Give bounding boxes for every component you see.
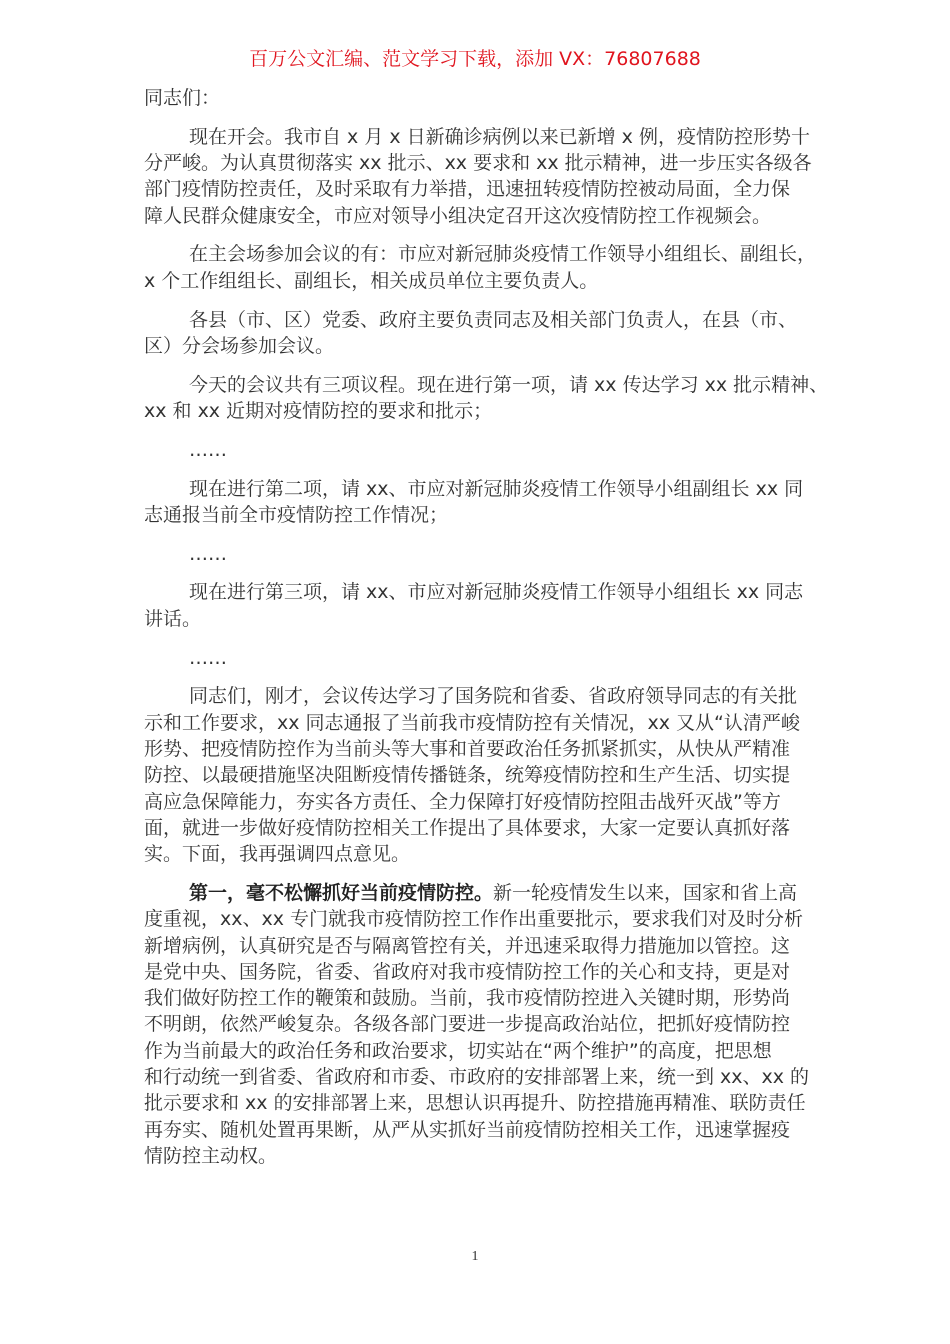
paragraph-line xyxy=(144,476,809,502)
line-text: 示和工作要求，xx 同志通报了当前我市疫情防控有关情况，xx 又从“认清严峻 xyxy=(144,711,800,734)
paragraph-line xyxy=(144,815,809,841)
paragraph-line xyxy=(144,1117,809,1143)
paragraph-line xyxy=(144,268,809,294)
line-text: 防控、以最硬措施坚决阻断疫情传播链条，统筹疫情防控和生产生活、切实提 xyxy=(144,764,791,787)
line-text: 分严峻。为认真贯彻落实 xx 批示、xx 要求和 xx 批示精神，进一步压实各级各 xyxy=(144,152,812,175)
line-text: …… xyxy=(189,542,227,565)
paragraph xyxy=(144,683,809,867)
paragraph-line xyxy=(144,880,809,906)
paragraph-line xyxy=(144,606,809,632)
paragraph-line xyxy=(144,1143,809,1169)
paragraph-line xyxy=(144,398,809,424)
line-text: 情防控主动权。 xyxy=(144,1144,278,1167)
paragraph-line xyxy=(144,1064,809,1090)
document-body xyxy=(144,85,829,1182)
page-number: 1 xyxy=(471,1249,479,1264)
paragraph-line xyxy=(144,541,809,567)
paragraph-line xyxy=(144,1011,809,1037)
line-text: 同志们，刚才，会议传达学习了国务院和省委、省政府领导同志的有关批 xyxy=(189,685,798,708)
paragraph-line xyxy=(144,150,812,176)
paragraph-line xyxy=(144,307,809,333)
paragraph-line xyxy=(144,710,809,736)
paragraph xyxy=(144,372,829,425)
line-text: 和行动统一到省委、省政府和市委、市政府的安排部署上来，统一到 xx、xx 的 xyxy=(144,1066,810,1088)
paragraph xyxy=(144,579,809,632)
paragraph-line xyxy=(144,579,809,605)
paragraph-line xyxy=(144,333,809,359)
paragraph-line xyxy=(144,176,809,202)
paragraph-line xyxy=(144,683,809,709)
line-text: 今天的会议共有三项议程。现在进行第一项，请 xx 传达学习 xx 批示精神、 xyxy=(189,373,829,396)
paragraph-line xyxy=(144,203,809,229)
paragraph-line xyxy=(144,789,809,815)
paragraph-line xyxy=(144,933,809,959)
paragraph-line xyxy=(144,437,809,463)
line-text: 再夯实、随机处置再果断，从严从实抓好当前疫情防控相关工作，迅速掌握疫 xyxy=(144,1118,791,1141)
paragraph-line xyxy=(144,645,809,671)
line-text: xx 和 xx 近期对疫情防控的要求和批示； xyxy=(144,399,493,422)
line-text: 新一轮疫情发生以来，国家和省上高 xyxy=(493,881,798,904)
paragraph-line xyxy=(144,241,817,267)
line-text: 度重视，xx、xx 专门就我市疫情防控工作作出重要批示，要求我们对及时分析 xyxy=(144,908,804,931)
line-text: 志通报当前全市疫情防控工作情况； xyxy=(144,503,449,526)
section-heading: 第一，毫不松懈抓好当前疫情防控。 xyxy=(189,881,494,904)
line-text: 在主会场参加会议的有：市应对新冠肺炎疫情工作领导小组组长、副组长， xyxy=(189,243,817,266)
paragraphs xyxy=(144,124,829,1169)
line-text: 作为当前最大的政治任务和政治要求，切实站在“两个维护”的高度，把思想 xyxy=(144,1039,772,1062)
line-text: 现在进行第二项，请 xx、市应对新冠肺炎疫情工作领导小组副组长 xx 同 xyxy=(189,477,804,500)
watermark-banner: 百万公文汇编、范文学习下载，添加 VX：76807688 xyxy=(249,48,701,70)
paragraph xyxy=(144,541,809,567)
line-text: 形势、把疫情防控作为当前头等大事和首要政治任务抓紧抓实，从快从严精准 xyxy=(144,737,791,760)
line-text: x 个工作组组长、副组长，相关成员单位主要负责人。 xyxy=(144,269,599,292)
line-text: 不明朗，依然严峻复杂。各级各部门要进一步提高政治站位，把抓好疫情防控 xyxy=(144,1013,791,1036)
paragraph-line xyxy=(144,1038,809,1064)
line-text: 是党中央、国务院，省委、省政府对我市疫情防控工作的关心和支持，更是对 xyxy=(144,960,791,983)
line-text: 现在开会。我市自 x 月 x 日新确诊病例以来已新增 x 例，疫情防控形势十 xyxy=(189,125,810,148)
paragraph-line xyxy=(144,906,809,932)
paragraph xyxy=(144,880,809,1169)
paragraph-line xyxy=(144,762,809,788)
line-text: 我们做好防控工作的鞭策和鼓励。当前，我市疫情防控进入关键时期，形势尚 xyxy=(144,987,791,1010)
line-text: 讲话。 xyxy=(144,607,202,630)
paragraph-line xyxy=(144,985,809,1011)
line-text: 现在进行第三项，请 xx、市应对新冠肺炎疫情工作领导小组组长 xx 同志 xyxy=(189,581,804,604)
line-text: 区）分会场参加会议。 xyxy=(144,334,335,357)
paragraph xyxy=(144,476,809,529)
line-text: 批示要求和 xx 的安排部署上来，思想认识再提升、防控措施再精准、联防责任 xyxy=(144,1092,806,1115)
paragraph-line xyxy=(144,502,809,528)
salutation xyxy=(144,85,809,111)
line-text: 障人民群众健康安全，市应对领导小组决定召开这次疫情防控工作视频会。 xyxy=(144,204,772,227)
paragraph-line xyxy=(144,124,809,150)
line-text: 部门疫情防控责任，及时采取有力举措，迅速扭转疫情防控被动局面，全力保 xyxy=(144,178,791,201)
paragraph xyxy=(144,241,817,294)
line-text: 面，就进一步做好疫情防控相关工作提出了具体要求，大家一定要认真抓好落 xyxy=(144,816,791,839)
paragraph xyxy=(144,437,809,463)
line-text: 各县（市、区）党委、政府主要负责同志及相关部门负责人，在县（市、 xyxy=(189,308,798,331)
line-text: 实。下面，我再强调四点意见。 xyxy=(144,843,411,866)
paragraph-line xyxy=(144,959,809,985)
line-text: …… xyxy=(189,438,227,461)
paragraph xyxy=(144,645,809,671)
paragraph-line xyxy=(144,1090,809,1116)
paragraph-line xyxy=(144,372,829,398)
salutation-text: 同志们： xyxy=(144,87,221,109)
paragraph-line xyxy=(144,841,809,867)
line-text: 新增病例，认真研究是否与隔离管控有关，并迅速采取得力措施加以管控。这 xyxy=(144,934,791,957)
line-text: 高应急保障能力，夯实各方责任、全力保障打好疫情防控阻击战歼灭战”等方 xyxy=(144,790,781,813)
line-text: …… xyxy=(189,646,227,669)
paragraph-line xyxy=(144,736,809,762)
paragraph xyxy=(144,124,812,229)
paragraph xyxy=(144,307,809,360)
